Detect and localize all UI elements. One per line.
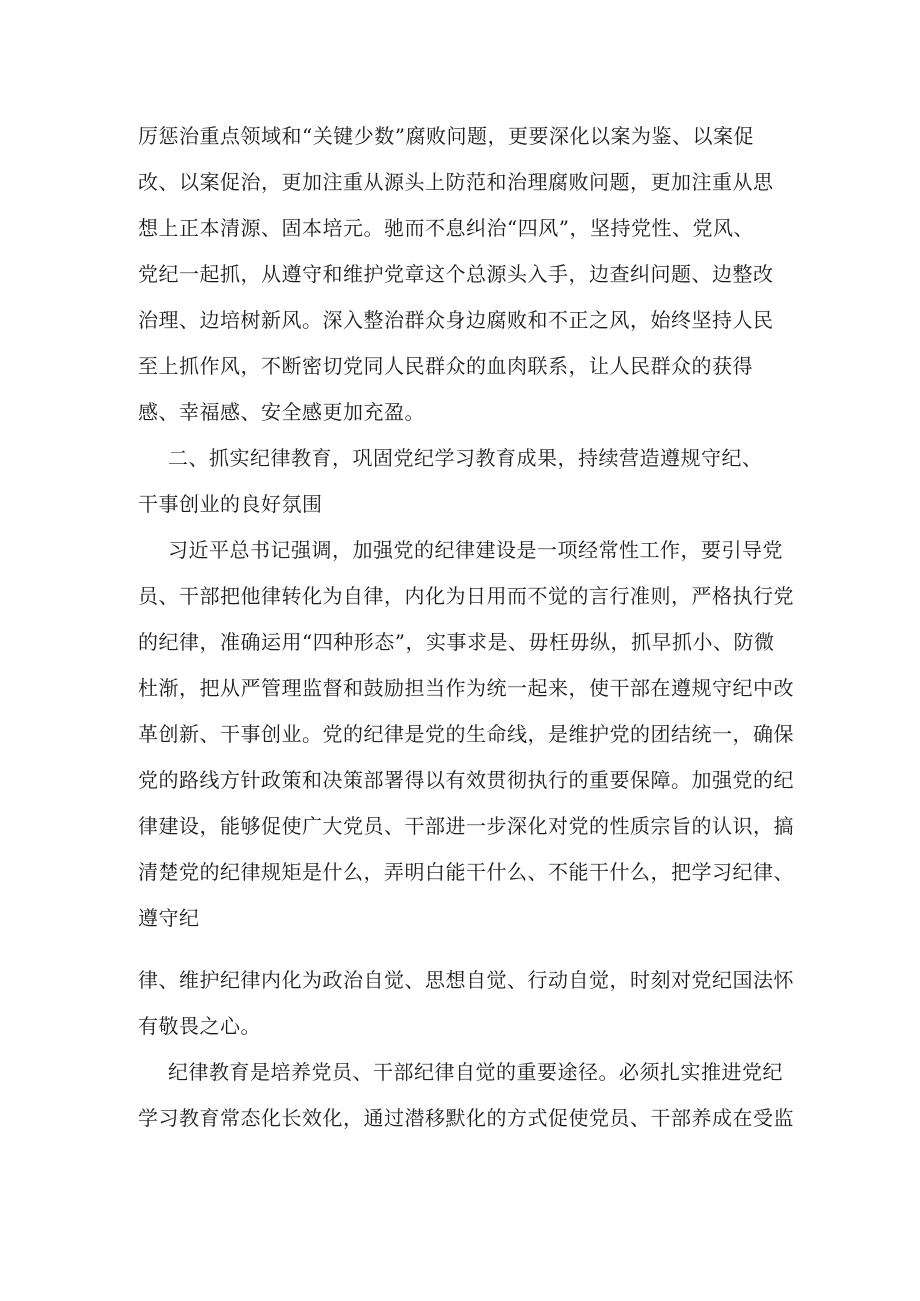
text-line: 的纪律，准确运用“四种形态”，实事求是、毋枉毋纵，抓早抓小、防微 bbox=[138, 630, 775, 654]
text-line: 治理、边培树新风。深入整治群众身边腐败和不正之风，始终坚持人民 bbox=[138, 308, 774, 332]
text-line: 厉惩治重点领域和“关键少数”腐败问题，更要深化以案为鉴、以案促 bbox=[138, 124, 754, 148]
text-line: 杜渐，把从严管理监督和鼓励担当作为统一起来，使干部在遵规守纪中改 bbox=[138, 676, 794, 700]
text-line: 有敬畏之心。 bbox=[138, 1014, 261, 1038]
text-line: 至上抓作风，不断密切党同人民群众的血肉联系，让人民群众的获得 bbox=[138, 354, 753, 378]
text-line: 遵守纪 bbox=[138, 906, 200, 930]
text-line: 习近平总书记强调，加强党的纪律建设是一项经常性工作，要引导党 bbox=[168, 538, 783, 562]
text-line: 革创新、干事创业。党的纪律是党的生命线，是维护党的团结统一，确保 bbox=[138, 722, 794, 746]
text-line: 学习教育常态化长效化，通过潜移默化的方式促使党员、干部养成在受监 bbox=[138, 1106, 794, 1130]
text-line: 党纪一起抓，从遵守和维护党章这个总源头入手，边查纠问题、边整改 bbox=[138, 262, 774, 286]
section-heading: 二、抓实纪律教育，巩固党纪学习教育成果，持续营造遵规守纪、 bbox=[168, 446, 763, 470]
text-line: 党的路线方针政策和决策部署得以有效贯彻执行的重要保障。加强党的纪 bbox=[138, 768, 794, 792]
text-line: 律、维护纪律内化为政治自觉、思想自觉、行动自觉，时刻对党纪国法怀 bbox=[138, 968, 794, 992]
text-line: 感、幸福感、安全感更加充盈。 bbox=[138, 400, 425, 424]
section-heading: 干事创业的良好氛围 bbox=[138, 492, 323, 516]
text-line: 清楚党的纪律规矩是什么，弄明白能干什么、不能干什么，把学习纪律、 bbox=[138, 860, 794, 884]
text-line: 想上正本清源、固本培元。驰而不息纠治“四风”，坚持党性、党风、 bbox=[138, 216, 754, 240]
text-line: 律建设，能够促使广大党员、干部进一步深化对党的性质宗旨的认识，搞 bbox=[138, 814, 794, 838]
text-line: 员、干部把他律转化为自律，内化为日用而不觉的言行准则，严格执行党 bbox=[138, 584, 794, 608]
text-line: 改、以案促治，更加注重从源头上防范和治理腐败问题，更加注重从思 bbox=[138, 170, 774, 194]
text-line: 纪律教育是培养党员、干部纪律自觉的重要途径。必须扎实推进党纪 bbox=[168, 1060, 783, 1084]
